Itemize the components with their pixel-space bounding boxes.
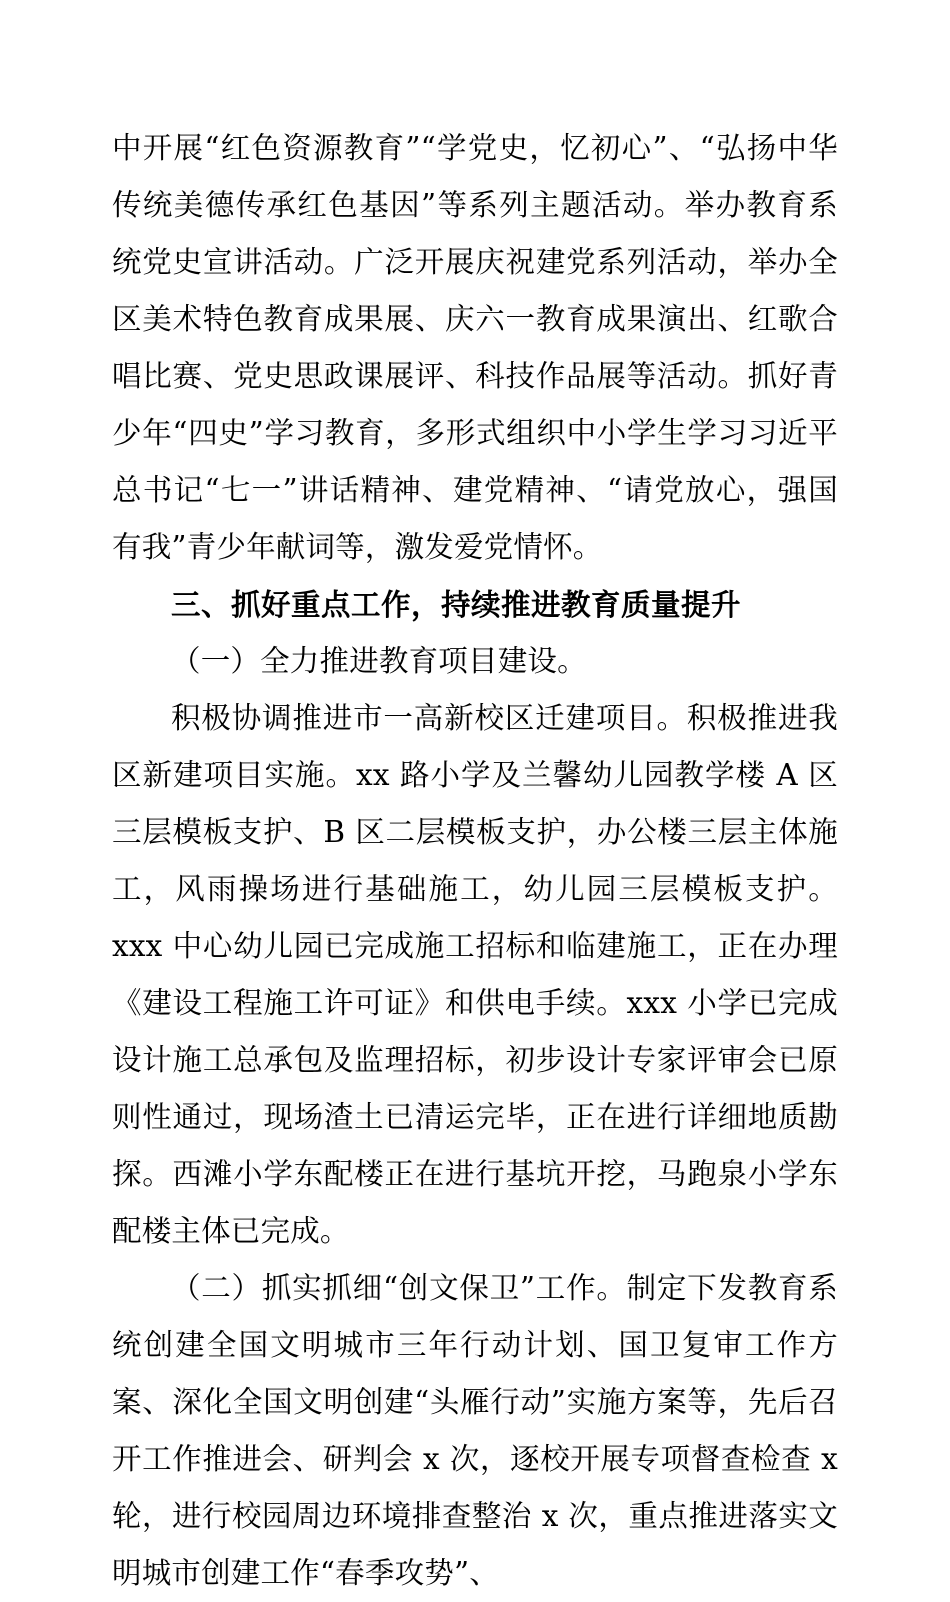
paragraph-continued-party-history: 中开展“红色资源教育”“学党史，忆初心”、“弘扬中华传统美德传承红色基因”等系列主题活动。举办教育系统党史宣讲活动。广泛开展庆祝建党系列活动，举办全区美术特色教育成果展、庆六一教育成果演出、红歌合唱比赛、党史思政课展评、科技作品展等活动。抓好青少年“四史”学习教育，多形式组织中小学生学习习近平总书记“七一”讲话精神、建党精神、“请党放心，强国有我”青少年献词等，激发爱党情怀。 (112, 131, 838, 564)
subheading-item-one: （一）全力推进教育项目建设。 (171, 644, 587, 678)
paragraph-item-two: （二）抓实抓细“创文保卫”工作。制定下发教育系统创建全国文明城市三年行动计划、国卫复审工作方案、深化全国文明创建“头雁行动”实施方案等，先后召开工作推进会、研判会 x 次，逐校开展专项督查检查 x 轮，进行校园周边环境排查整治 x 次，重点推进落实文明城市创建工作“春季攻势”、 (112, 1271, 838, 1590)
paragraph-project-construction: 积极协调推进市一高新校区迁建项目。积极推进我区新建项目实施。xx 路小学及兰馨幼儿园教学楼 A 区三层模板支护、B 区二层模板支护，办公楼三层主体施工，风雨操场进行基础施工，幼儿园三层模板支护。xxx 中心幼儿园已完成施工招标和临建施工，正在办理《建设工程施工许可证》和供电手续。xxx 小学已完成设计施工总承包及监理招标，初步设计专家评审会已原则性通过，现场渣土已清运完毕，正在进行详细地质勘探。西滩小学东配楼正在进行基坑开挖，马跑泉小学东配楼主体已完成。 (112, 701, 838, 1248)
heading-section-three: 三、抓好重点工作，持续推进教育质量提升 (171, 587, 742, 622)
document-body (112, 120, 838, 1602)
